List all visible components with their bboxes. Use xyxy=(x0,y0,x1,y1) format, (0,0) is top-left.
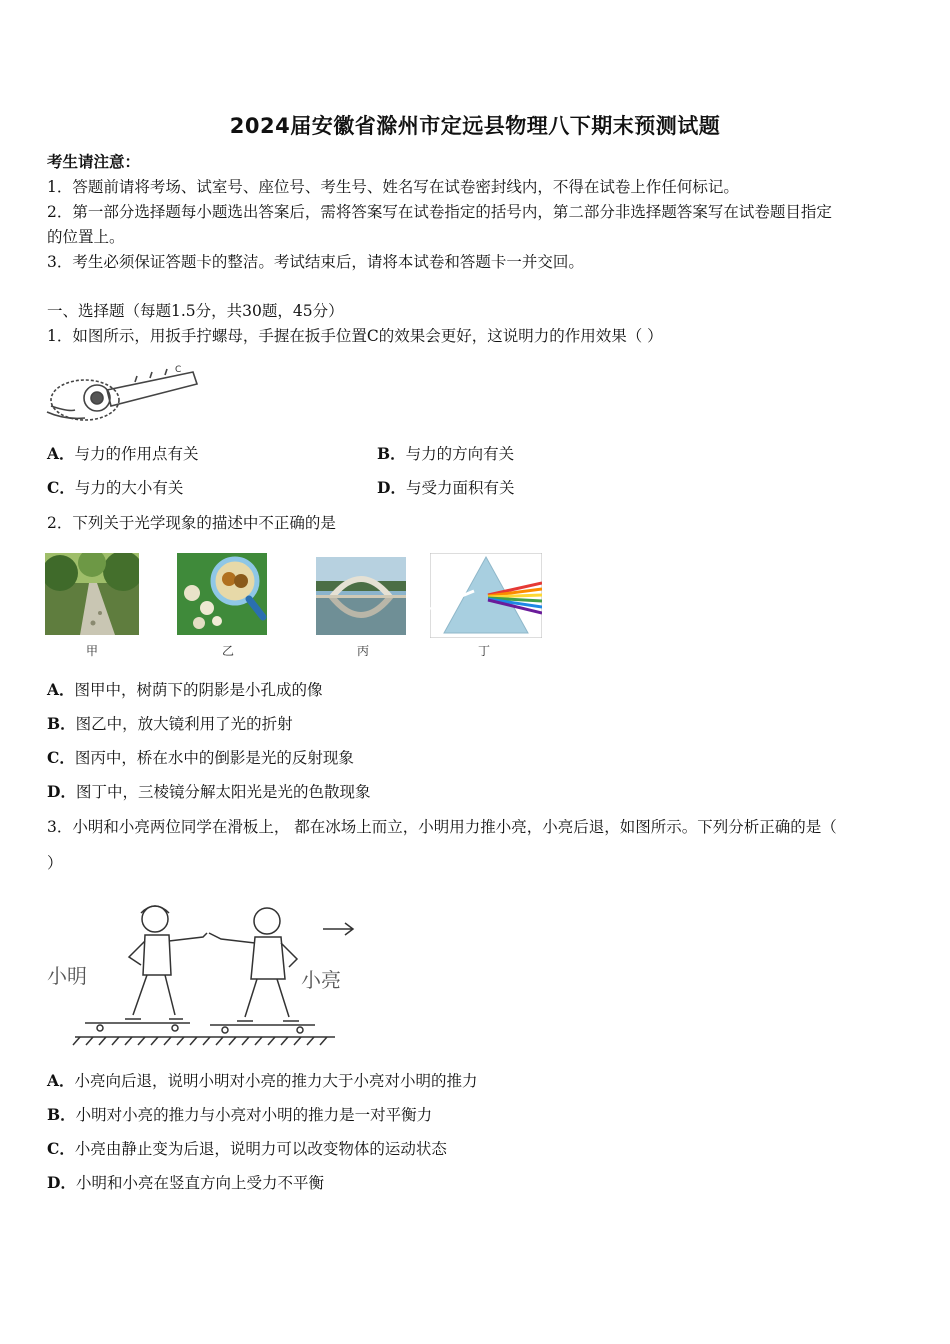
q2-stem: 2．下列关于光学现象的描述中不正确的是 xyxy=(47,514,336,532)
section-heading: 一、选择题（每题1.5分，共30题，45分） xyxy=(47,302,344,320)
q1-option-a: A．与力的作用点有关 xyxy=(47,444,199,463)
notice-heading: 考生请注意： xyxy=(47,152,141,171)
q2-option-b: B．图乙中，放大镜利用了光的折射 xyxy=(47,714,293,733)
prism-dispersion-photo xyxy=(430,553,542,638)
q2-option-d: D．图丁中，三棱镜分解太阳光是光的色散现象 xyxy=(47,782,371,801)
magnifier-photo xyxy=(177,553,267,635)
q2-option-c: C．图丙中，桥在水中的倒影是光的反射现象 xyxy=(47,748,354,767)
q2-option-a: A．图甲中，树荫下的阴影是小孔成的像 xyxy=(47,680,323,699)
label-xiaoming: 小明 xyxy=(47,964,87,988)
wrench-label-c: C xyxy=(175,365,182,375)
q3-stem: 3．小明和小亮两位同学在滑板上， 都在冰场上而立，小明用力推小亮，小亮后退，如图所示。下列分析正确的是（ xyxy=(47,818,837,836)
wrench-figure xyxy=(45,360,200,428)
q1-option-b: B．与力的方向有关 xyxy=(377,444,515,463)
caption-bing: 丙 xyxy=(357,644,370,658)
caption-yi: 乙 xyxy=(222,644,235,658)
q3-option-d: D．小明和小亮在竖直方向上受力不平衡 xyxy=(47,1173,324,1192)
q1-option-c: C．与力的大小有关 xyxy=(47,478,184,497)
q1-option-d: D．与受力面积有关 xyxy=(377,478,515,497)
notice-item: 的位置上。 xyxy=(47,228,125,246)
caption-ding: 丁 xyxy=(478,644,491,658)
notice-item: 3．考生必须保证答题卡的整洁。考试结束后，请将本试卷和答题卡一并交回。 xyxy=(47,253,584,271)
q3-option-c: C．小亮由静止变为后退，说明力可以改变物体的运动状态 xyxy=(47,1139,447,1158)
label-xiaoliang: 小亮 xyxy=(301,968,341,992)
bridge-reflection-photo xyxy=(316,557,406,635)
page-title: 2024届安徽省滁州市定远县物理八下期末预测试题 xyxy=(229,114,721,138)
caption-jia: 甲 xyxy=(86,644,99,658)
q3-option-a: A．小亮向后退，说明小明对小亮的推力大于小亮对小明的推力 xyxy=(47,1071,478,1090)
skateboard-push-figure xyxy=(45,895,365,1050)
q1-stem: 1．如图所示，用扳手拧螺母，手握在扳手位置C的效果会更好，这说明力的作用效果（ ） xyxy=(47,327,663,345)
notice-item: 1．答题前请将考场、试室号、座位号、考生号、姓名写在试卷密封线内，不得在试卷上作任何标记。 xyxy=(47,178,739,196)
notice-item: 2．第一部分选择题每小题选出答案后，需将答案写在试卷指定的括号内，第二部分非选择题答案写在试卷题目指定 xyxy=(47,203,832,221)
q3-option-b: B．小明对小亮的推力与小亮对小明的推力是一对平衡力 xyxy=(47,1105,433,1124)
tree-shade-photo xyxy=(45,553,139,635)
q3-stem-end: ） xyxy=(47,854,63,872)
